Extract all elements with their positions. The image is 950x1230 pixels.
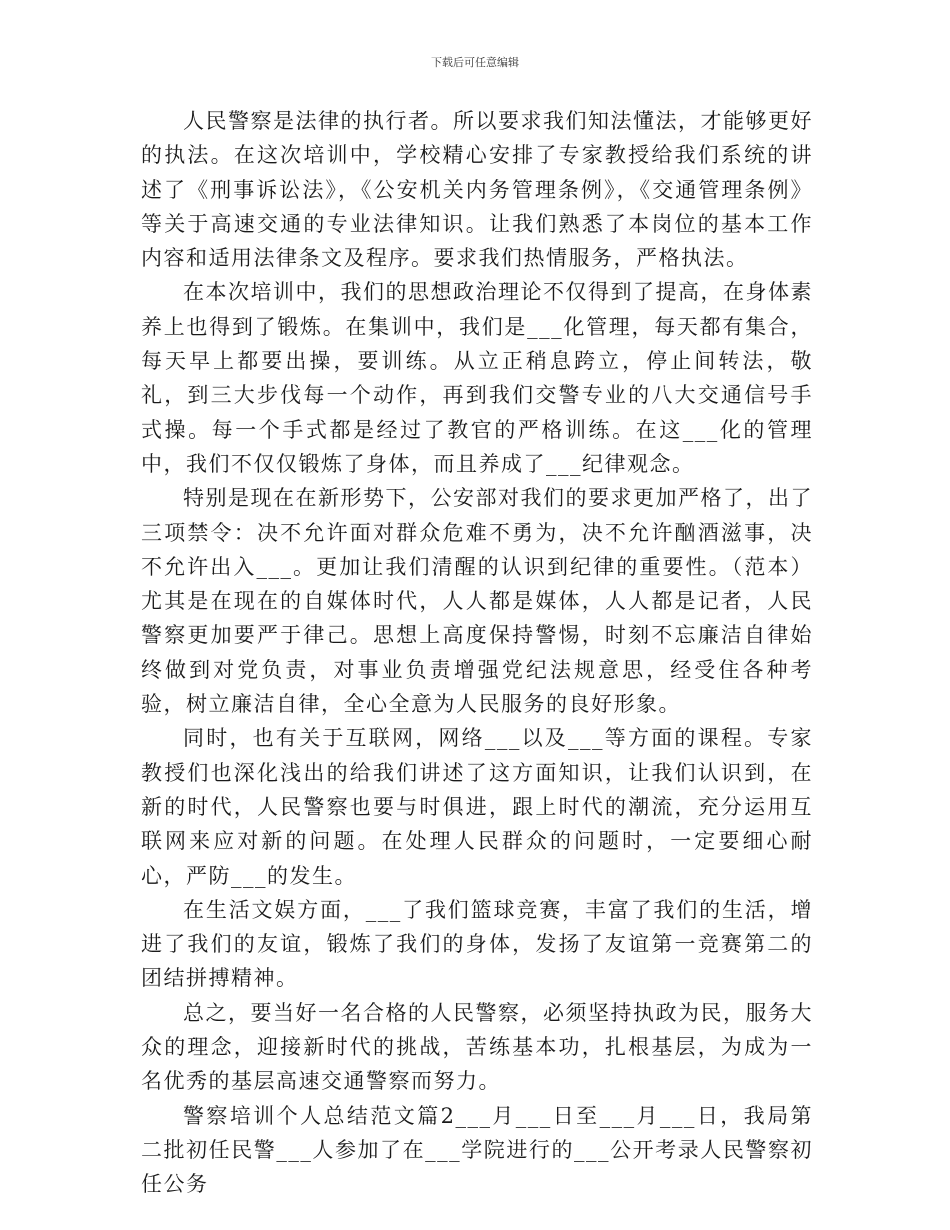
paragraph-7: 警察培训个人总结范文篇2___月___日至___月___日，我局第二批初任民警___人参加了在___学院进行的___公开考录人民警察初任公务 [141, 1103, 813, 1197]
page-header: 下载后可任意编辑 [431, 56, 519, 69]
paragraph-5: 在生活文娱方面，___了我们篮球竞赛，丰富了我们的生活，增进了我们的友谊，锻炼了我们的身体，发扬了友谊第一竞赛第二的团结拼搏精神。 [141, 897, 813, 991]
paragraph-1: 人民警察是法律的执行者。所以要求我们知法懂法，才能够更好的执法。在这次培训中，学校精心安排了专家教授给我们系统的讲述了《刑事诉讼法》，《公安机关内务管理条例》，《交通管理条例》等关于高速交通的专业法律知识。让我们熟悉了本岗位的基本工作内容和适用法律条文及程序。要求我们热情服务，严格执法。 [141, 109, 813, 271]
paragraph-3: 特别是现在在新形势下，公安部对我们的要求更加严格了，出了三项禁令：决不允许面对群众危难不勇为，决不允许酗酒滋事，决不允许出入___。更加让我们清醒的认识到纪律的重要性。（范本）尤其是在现在的自媒体时代，人人都是媒体，人人都是记者，人民警察更加要严于律己。思想上高度保持警惕，时刻不忘廉洁自律始终做到对党负责，对事业负责增强党纪法规意思，经受住各种考验，树立廉洁自律，全心全意为人民服务的良好形象。 [141, 486, 813, 717]
paragraph-4: 同时，也有关于互联网，网络___以及___等方面的课程。专家教授们也深化浅出的给我们讲述了这方面知识，让我们认识到，在新的时代，人民警察也要与时俱进，跟上时代的潮流，充分运用互联网来应对新的问题。在处理人民群众的问题时，一定要细心耐心，严防___的发生。 [141, 726, 813, 888]
paragraph-6: 总之，要当好一名合格的人民警察，必须坚持执政为民，服务大众的理念，迎接新时代的挑战，苦练基本功，扎根基层，为成为一名优秀的基层高速交通警察而努力。 [141, 1000, 813, 1094]
document-body [141, 104, 813, 1202]
paragraph-2: 在本次培训中，我们的思想政治理论不仅得到了提高，在身体素养上也得到了锻炼。在集训中，我们是___化管理，每天都有集合，每天早上都要出操，要训练。从立正稍息跨立，停止间转法，敬礼，到三大步伐每一个动作，再到我们交警专业的八大交通信号手式操。每一个手式都是经过了教官的严格训练。在这___化的管理中，我们不仅仅锻炼了身体，而且养成了___纪律观念。 [141, 280, 813, 476]
